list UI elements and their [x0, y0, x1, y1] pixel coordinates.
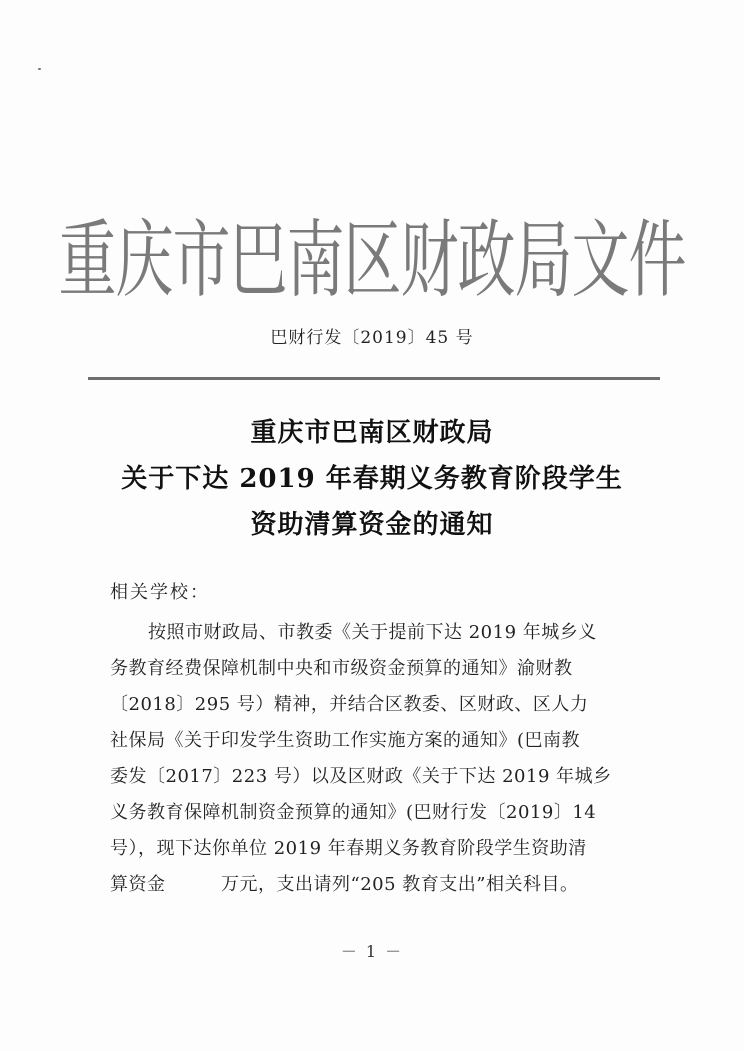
body-line: 号），现下达你单位 2019 年春期义务教育阶段学生资助清: [110, 838, 587, 859]
notice-title-line-2: 关于下达 2019 年春期义务教育阶段学生: [121, 464, 623, 494]
body-line: 按照市财政局、市教委《关于提前下达 2019 年城乡义: [148, 622, 597, 643]
body-line: 义务教育保障机制资金预算的通知》(巴财行发〔2019〕14: [110, 802, 597, 823]
scan-speck: [38, 68, 41, 70]
document-number: 巴财行发〔2019〕45 号: [270, 328, 474, 348]
body-line: 〔2018〕295 号）精神，并结合区教委、区财政、区人力: [110, 694, 589, 715]
notice-title-line-1: 重庆市巴南区财政局: [250, 418, 494, 448]
body-line: 社保局《关于印发学生资助工作实施方案的通知》(巴南教: [110, 730, 581, 751]
body-line: 务教育经费保障机制中央和市级资金预算的通知》渝财教: [110, 658, 573, 679]
header-divider: [88, 377, 660, 380]
notice-title-line-3: 资助清算资金的通知: [250, 510, 494, 540]
masthead-title: 重庆市巴南区财政局文件: [58, 210, 686, 310]
salutation: 相关学校：: [110, 582, 210, 603]
body-line: 委发〔2017〕223 号）以及区财政《关于下达 2019 年城乡: [110, 766, 612, 787]
page-number: － 1 －: [340, 942, 404, 961]
body-line: 算资金 万元，支出请列“205 教育支出”相关科目。: [110, 874, 579, 895]
